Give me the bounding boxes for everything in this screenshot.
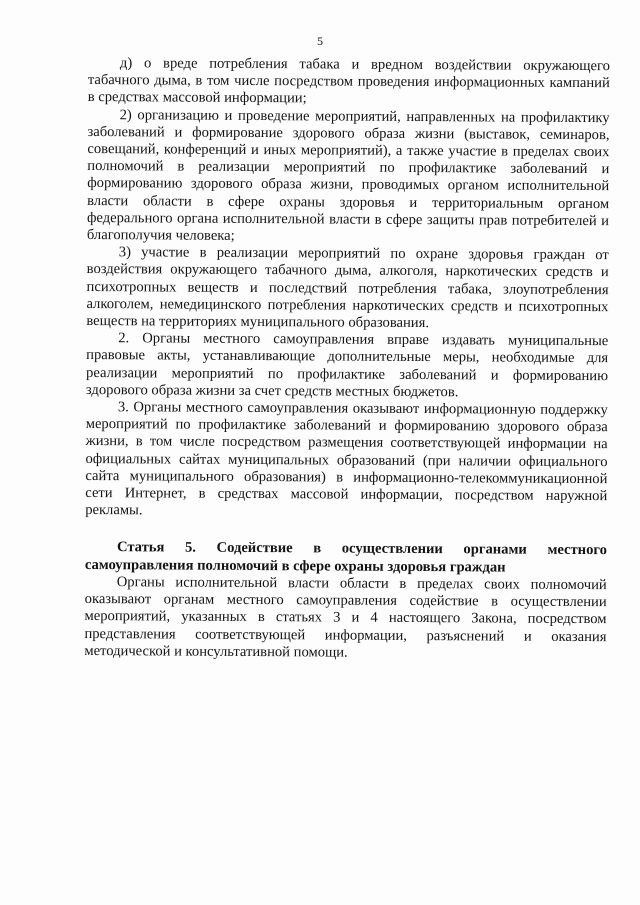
paragraph-item-3-information-support: 3. Органы местного самоуправления оказывают информационную поддержку мероприятий по профилактике заболеваний и формированию здорового образа жизни, в том числе посредством размещения соответствующей информации на официальных сайтах муниципальных образований (при наличии официального сайта муниципального образования) в информационно-телекоммуникационной сети Интернет, в средствах массовой информации, посредством наружной рекламы. (85, 399, 608, 519)
page-number: 5 (317, 34, 323, 48)
paragraph-3-participation-in-protection: 3) участие в реализации мероприятий по охране здоровья граждан от воздействия окружающего табачного дыма, алкоголя, наркотических средств и психотропных веществ и последствий потребления табака, злоупотребления алкоголем, немедицинского потребления наркотических средств и психотропных веществ на территориях муниципального образования. (86, 244, 609, 332)
paragraph-2-organization-of-events: 2) организацию и проведение мероприятий, направленных на профилактику заболеваний и формирование здорового образа жизни (выставок, семинаров, совещаний, конференций и иных мероприятий), а также участие в пределах своих полномочий в реализации мероприятий по профилактике заболеваний и формированию здорового образа жизни, проводимых органом исполнительной власти области в сфере охраны здоровья и территориальным органом федерального органа исполнительной власти в сфере защиты прав потребителей и благополучия человека; (86, 106, 610, 244)
paragraph-d-harm-of-tobacco: д) о вреде потребления табака и вредном воздействии окружающего табачного дыма, в том числе посредством проведения информационных кампаний в средствах массовой информации; (87, 55, 610, 107)
article-5-heading: Статья 5. Содействие в осуществлении органами местного самоуправления полномочий в сфере охраны здоровья граждан (84, 539, 608, 576)
paragraph-item-2-municipal-acts: 2. Органы местного самоуправления вправе издавать муниципальные правовые акты, устанавливающие дополнительные меры, необходимые для реализации мероприятий по профилактике заболеваний и формированию здорового образа жизни за счет средств местных бюджетов. (85, 330, 609, 401)
article-5-body: Органы исполнительной власти области в пределах своих полномочий оказывают органам местного самоуправления содействие в осуществлении мероприятий, указанных в статьях 3 и 4 настоящего Закона, посредством представления соответствующей информации, разъяснений и оказания методической и консультативной помощи. (84, 574, 607, 661)
document-body (84, 55, 610, 663)
